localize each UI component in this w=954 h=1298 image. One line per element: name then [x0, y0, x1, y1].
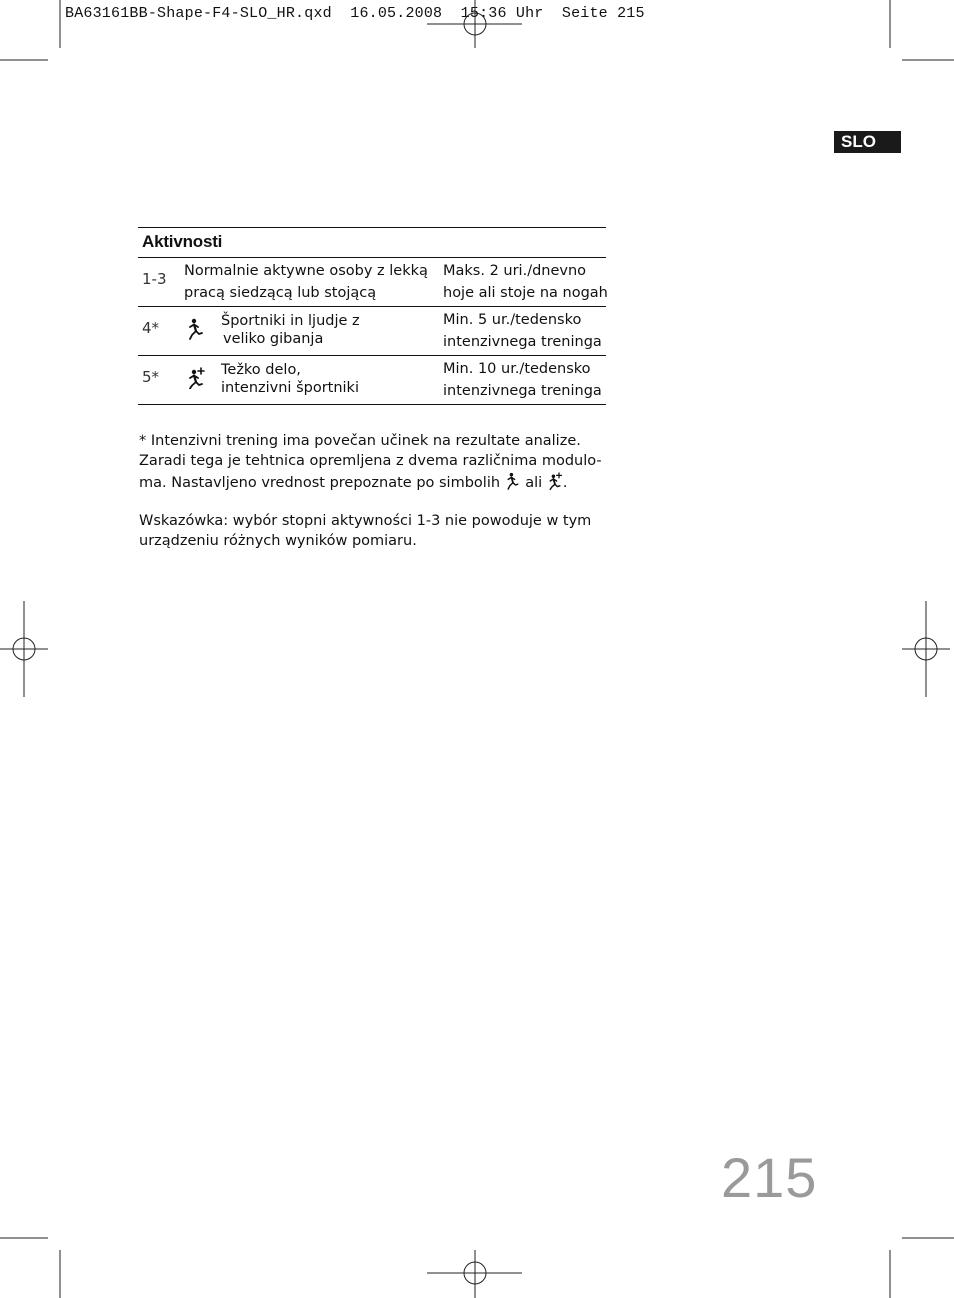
requirement-line: intenzivnega treninga	[443, 383, 602, 399]
print-slug: BA63161BB-Shape-F4-SLO_HR.qxd 16.05.2008 15:36 Uhr Seite 215	[65, 5, 645, 22]
activity-requirement	[443, 260, 608, 304]
description-line: Normalnie aktywne osoby z lekką	[184, 263, 428, 279]
activity-requirement	[443, 309, 602, 353]
activity-description	[221, 312, 360, 348]
footnote-text: ma. Nastavljeno vrednost prepoznate po simbolih	[139, 475, 501, 491]
runner-plus-icon	[547, 471, 563, 491]
hint-line: urządzeniu różnych wyników pomiaru.	[139, 533, 417, 549]
requirement-line: Maks. 2 uri./dnevno	[443, 263, 587, 279]
footnote	[139, 431, 602, 493]
description-line: Težko delo,	[221, 362, 301, 378]
activity-level: 1-3	[142, 270, 167, 288]
requirement-line: Min. 5 ur./tedensko	[443, 312, 582, 328]
requirement-line: hoje ali stoje na nogah	[443, 285, 608, 301]
runner-icon	[186, 318, 206, 340]
language-tag: SLO	[834, 131, 901, 153]
activity-description	[184, 260, 428, 304]
hint-paragraph	[139, 511, 599, 551]
table-row	[138, 258, 606, 307]
footnote-line: * Intenzivni trening ima povečan učinek na rezultate analize.	[139, 433, 581, 449]
description-line: veliko gibanja	[223, 331, 324, 347]
description-line: pracą siedzącą lub stojącą	[184, 285, 377, 301]
description-line: Športniki in ljudje z	[221, 313, 360, 329]
activity-level: 5*	[142, 368, 160, 386]
hint-line: Wskazówka: wybór stopni aktywności 1-3 nie powoduje w tym	[139, 513, 592, 529]
footnote-line	[139, 471, 599, 493]
activity-level: 4*	[142, 319, 160, 337]
footnote-text: .	[562, 475, 568, 491]
activity-description	[221, 361, 359, 397]
footnote-line: Zaradi tega je tehtnica opremljena z dvema različnima modulo-	[139, 453, 602, 469]
requirement-line: intenzivnega treninga	[443, 334, 602, 350]
footnote-text: ali	[525, 475, 543, 491]
runner-plus-icon	[186, 367, 206, 389]
requirement-line: Min. 10 ur./tedensko	[443, 361, 591, 377]
table-row	[138, 307, 606, 356]
activity-requirement	[443, 358, 602, 402]
description-line: intenzivni športniki	[221, 380, 359, 396]
activity-table	[138, 227, 606, 405]
runner-icon	[505, 471, 521, 491]
table-title: Aktivnosti	[138, 227, 606, 258]
table-row	[138, 356, 606, 405]
page-number: 215	[721, 1146, 818, 1209]
